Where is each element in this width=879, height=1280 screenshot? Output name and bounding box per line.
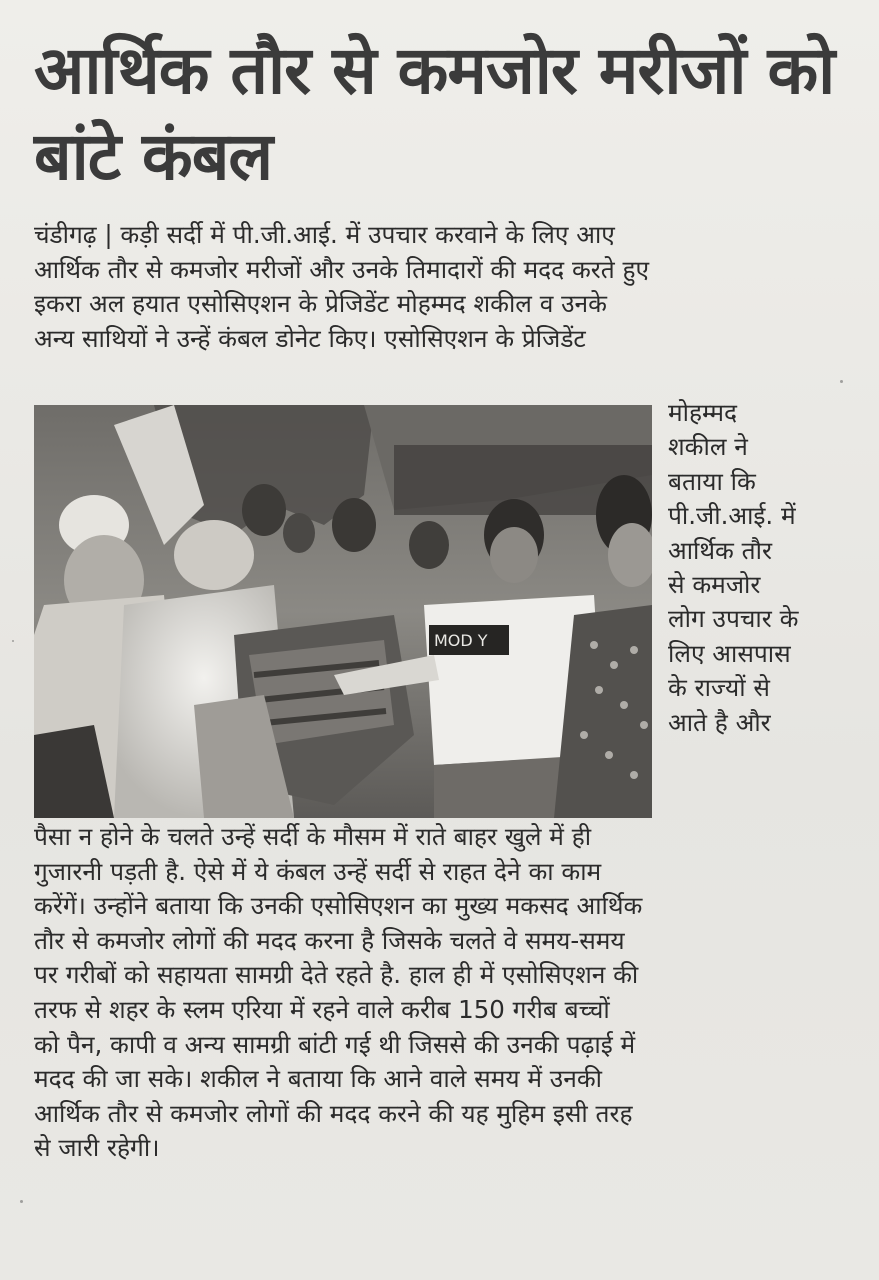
article-line: मदद की जा सके। शकील ने बताया कि आने वाले समय में उनकी <box>34 1064 602 1094</box>
article-intro <box>34 218 864 356</box>
article-line: बताया कि <box>668 466 756 496</box>
article-line: से कमजोर <box>668 570 761 600</box>
article-line: तरफ से शहर के स्लम एरिया में रहने वाले करीब 150 गरीब बच्चों <box>34 994 610 1024</box>
article-line: से जारी रहेगी। <box>34 1133 160 1163</box>
news-photo <box>34 405 652 818</box>
article-line: पर गरीबों को सहायता सामग्री देते रहते है. हाल ही में एसोसिएशन की <box>34 960 639 990</box>
headline <box>34 28 864 200</box>
article-line: आते है और <box>668 707 771 737</box>
article-line: इकरा अल हयात एसोसिएशन के प्रेजिडेंट मोहम्मद शकील व उनके <box>34 289 607 319</box>
article-line: मोहम्मद <box>668 398 737 427</box>
article-line: चंडीगढ़ | कड़ी सर्दी में पी.जी.आई. में उपचार करवाने के लिए आए <box>34 220 615 249</box>
article-body <box>34 820 864 1166</box>
article-line: अन्य साथियों ने उन्हें कंबल डोनेट किए। एसोसिएशन के प्रेजिडेंट <box>34 323 586 353</box>
article-line: करेंगें। उन्होंने बताया कि उनकी एसोसिएशन का मुख्य मकसद आर्थिक <box>34 891 643 921</box>
article-line: गुजारनी पड़ती है. ऐसे में ये कंबल उन्हें सर्दी से राहत देने का काम <box>34 856 602 886</box>
paper-speck <box>20 1200 23 1203</box>
article-line: तौर से कमजोर लोगों की मदद करना है जिसके चलते वे समय-समय <box>34 925 625 955</box>
shirt-print-text: MOD Y <box>434 631 488 650</box>
article-line: पी.जी.आई. में <box>668 501 796 531</box>
article-line: को पैन, कापी व अन्य सामग्री बांटी गई थी जिससे की उनकी पढ़ाई में <box>34 1029 636 1059</box>
article-line: पैसा न होने के चलते उन्हें सर्दी के मौसम में राते बाहर खुले में ही <box>34 822 592 851</box>
article-line: आर्थिक तौर <box>668 535 772 565</box>
article-line: लोग उपचार के <box>668 604 799 634</box>
paper-speck <box>12 640 14 642</box>
paper-speck <box>840 380 843 383</box>
article-line: आर्थिक तौर से कमजोर मरीजों और उनके तिमादारों की मदद करते हुए <box>34 254 650 284</box>
article-side-column <box>668 396 868 740</box>
article-line: शकील ने <box>668 432 748 462</box>
article-line: के राज्यों से <box>668 673 770 703</box>
article-line: आर्थिक तौर से कमजोर लोगों की मदद करने की यह मुहिम इसी तरह <box>34 1098 633 1128</box>
headline-line-2: बांटे कंबल <box>34 118 273 195</box>
photo-blanket-distribution-icon <box>34 405 652 818</box>
article-line: लिए आसपास <box>668 638 791 668</box>
headline-line-1: आर्थिक तौर से कमजोर मरीजों को <box>34 32 835 109</box>
